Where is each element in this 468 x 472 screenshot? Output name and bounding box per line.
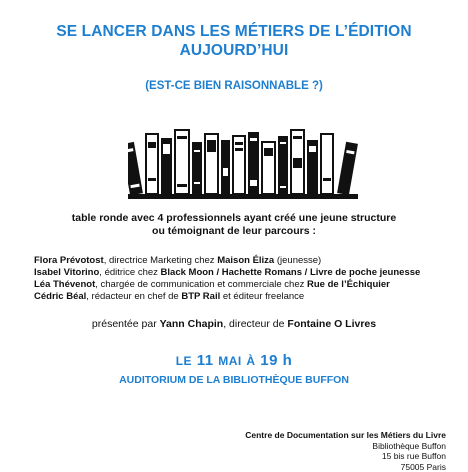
address-line: 15 bis rue Buffon [146, 451, 446, 462]
intro-line-2: ou témoignant de leur parcours : [0, 225, 468, 238]
title-line-2: AUJOURD’HUI [0, 41, 468, 60]
poster-title [0, 22, 468, 60]
organizer-name: Centre de Documentation sur les Métiers du Livre [146, 430, 446, 441]
address-line: Bibliothèque Buffon [146, 441, 446, 452]
event-venue: AUDITORIUM DE LA BIBLIOTHÈQUE BUFFON [0, 374, 468, 386]
event-description [0, 212, 468, 238]
participant-item: Isabel Vitorino, éditrice chez Black Moon / Hachette Romans / Livre de poche jeunesse [34, 267, 454, 279]
organizer-address [146, 430, 446, 472]
intro-line-1: table ronde avec 4 professionnels ayant créé une jeune structure [0, 212, 468, 225]
participant-item: Flora Prévotost, directrice Marketing chez Maison Éliza (jeunesse) [34, 255, 454, 267]
title-line-1: SE LANCER DANS LES MÉTIERS DE L’ÉDITION [0, 22, 468, 41]
books-on-shelf-icon [128, 128, 358, 202]
address-line: 75005 Paris [146, 462, 446, 472]
presenter-line: présentée par Yann Chapin, directeur de Fontaine O Livres [0, 318, 468, 330]
poster-subtitle: (EST-CE BIEN RAISONNABLE ?) [0, 80, 468, 92]
participant-item: Cédric Béal, rédacteur en chef de BTP Rail et éditeur freelance [34, 291, 454, 303]
event-date: LE 11 MAI À 19 h [0, 352, 468, 369]
participant-item: Léa Thévenot, chargée de communication et commerciale chez Rue de l’Échiquier [34, 279, 454, 291]
participants-list [34, 255, 454, 303]
